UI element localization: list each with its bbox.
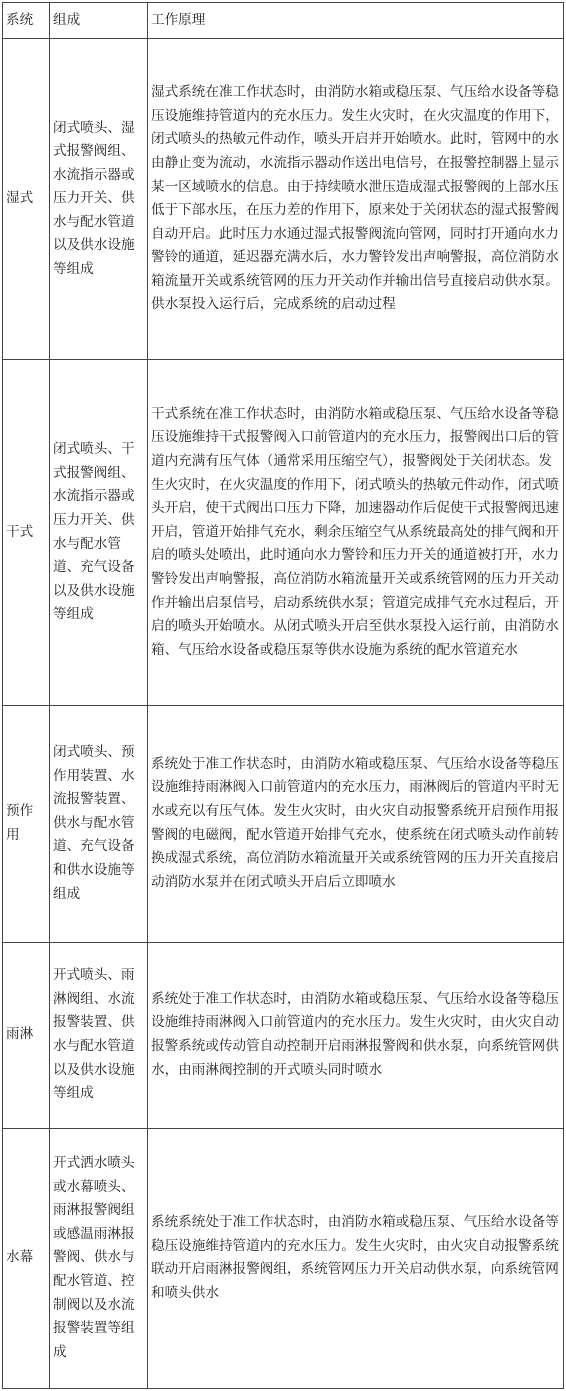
table-row <box>3 360 564 705</box>
system-principle: 系统系统处于准工作状态时，由消防水箱或稳压泵、气压给水设备等稳压设施维持管道内的充水压力。发生火灾时，由火灾自动报警系统联动开启雨淋报警阀组，系统管网压力开关启动供水泵，向系统管网和喷头供水 <box>148 1128 564 1389</box>
system-name: 干式 <box>3 360 50 705</box>
system-name: 预作用 <box>3 705 50 942</box>
system-principle: 系统处于准工作状态时，由消防水箱或稳压泵、气压给水设备等稳压设施维持雨淋阀入口前管道内的充水压力，雨淋阀后的管道内平时无水或充以有压气体。发生火灾时，由火灾自动报警系统开启预作用报警阀的电磁阀，配水管道开始排气充水，使系统在闭式喷头动作前转换成湿式系统，高位消防水箱流量开关或系统管网的压力开关直接启动消防水泵并在闭式喷头开启后立即喷水 <box>148 705 564 942</box>
header-system: 系统 <box>3 3 50 39</box>
table-row <box>3 942 564 1128</box>
system-name: 水幕 <box>3 1128 50 1389</box>
table-row <box>3 1128 564 1389</box>
system-components: 闭式喷头、预作用装置、水流报警装置、供水与配水管道、充气设备和供水设施等组成 <box>50 705 148 942</box>
system-name: 雨淋 <box>3 942 50 1128</box>
system-name: 湿式 <box>3 38 50 360</box>
header-components: 组成 <box>50 3 148 39</box>
system-components: 开式喷头、雨淋阀组、水流报警装置、供水与配水管道以及供水设施等组成 <box>50 942 148 1128</box>
system-principle: 干式系统在准工作状态时，由消防水箱或稳压泵、气压给水设备等稳压设施维持干式报警阀入口前管道内的充水压力，报警阀出口后的管道内充满有压气体（通常采用压缩空气），报警阀处于关闭状态。发生火灾时，在火灾温度的作用下，闭式喷头的热敏元件动作，闭式喷头开启，使干式阀出口压力下降，加速器动作后促使干式报警阀迅速开启，管道开始排气充水，剩余压缩空气从系统最高处的排气阀和开启的喷头处喷出，此时通向水力警铃和压力开关的通道被打开，水力警铃发出声响警报，高位消防水箱流量开关或系统管网的压力开关动作并输出启泵信号，启动系统供水泵；管道完成排气充水过程后，开启的喷头开始喷水。从闭式喷头开启至供水泵投入运行前，由消防水箱、气压给水设备或稳压泵等供水设施为系统的配水管道充水 <box>148 360 564 705</box>
table-row <box>3 705 564 942</box>
system-components: 闭式喷头、湿式报警阀组、水流指示器或压力开关、供水与配水管道以及供水设施等组成 <box>50 38 148 360</box>
system-principle: 系统处于准工作状态时，由消防水箱或稳压泵、气压给水设备等稳压设施维持雨淋阀入口前管道内的充水压力。发生火灾时，由火灾自动报警系统或传动管自动控制开启雨淋报警阀和供水泵，向系统管网供水，由雨淋阀控制的开式喷头同时喷水 <box>148 942 564 1128</box>
system-principle: 湿式系统在准工作状态时，由消防水箱或稳压泵、气压给水设备等稳压设施维持管道内的充水压力。发生火灾时，在火灾温度的作用下，闭式喷头的热敏元件动作，喷头开启并开始喷水。此时，管网中的水由静止变为流动，水流指示器动作送出电信号，在报警控制器上显示某一区域喷水的信息。由于持续喷水泄压造成湿式报警阀的上部水压低于下部水压，在压力差的作用下，原来处于关闭状态的湿式报警阀自动开启。此时压力水通过湿式报警阀流向管网，同时打开通向水力警铃的通道，延迟器充满水后，水力警铃发出声响警报，高位消防水箱流量开关或系统管网的压力开关动作并输出信号直接启动供水泵。供水泵投入运行后，完成系统的启动过程 <box>148 38 564 360</box>
system-components: 闭式喷头、干式报警阀组、水流指示器或压力开关、供水与配水管道、充气设备以及供水设施等组成 <box>50 360 148 705</box>
table-row <box>3 38 564 360</box>
sprinkler-systems-table <box>2 2 564 1389</box>
system-components: 开式洒水喷头或水幕喷头、雨淋报警阀组或感温雨淋报警阀、供水与配水管道、控制阀以及水流报警装置等组成 <box>50 1128 148 1389</box>
table-header-row <box>3 3 564 39</box>
header-principle: 工作原理 <box>148 3 564 39</box>
